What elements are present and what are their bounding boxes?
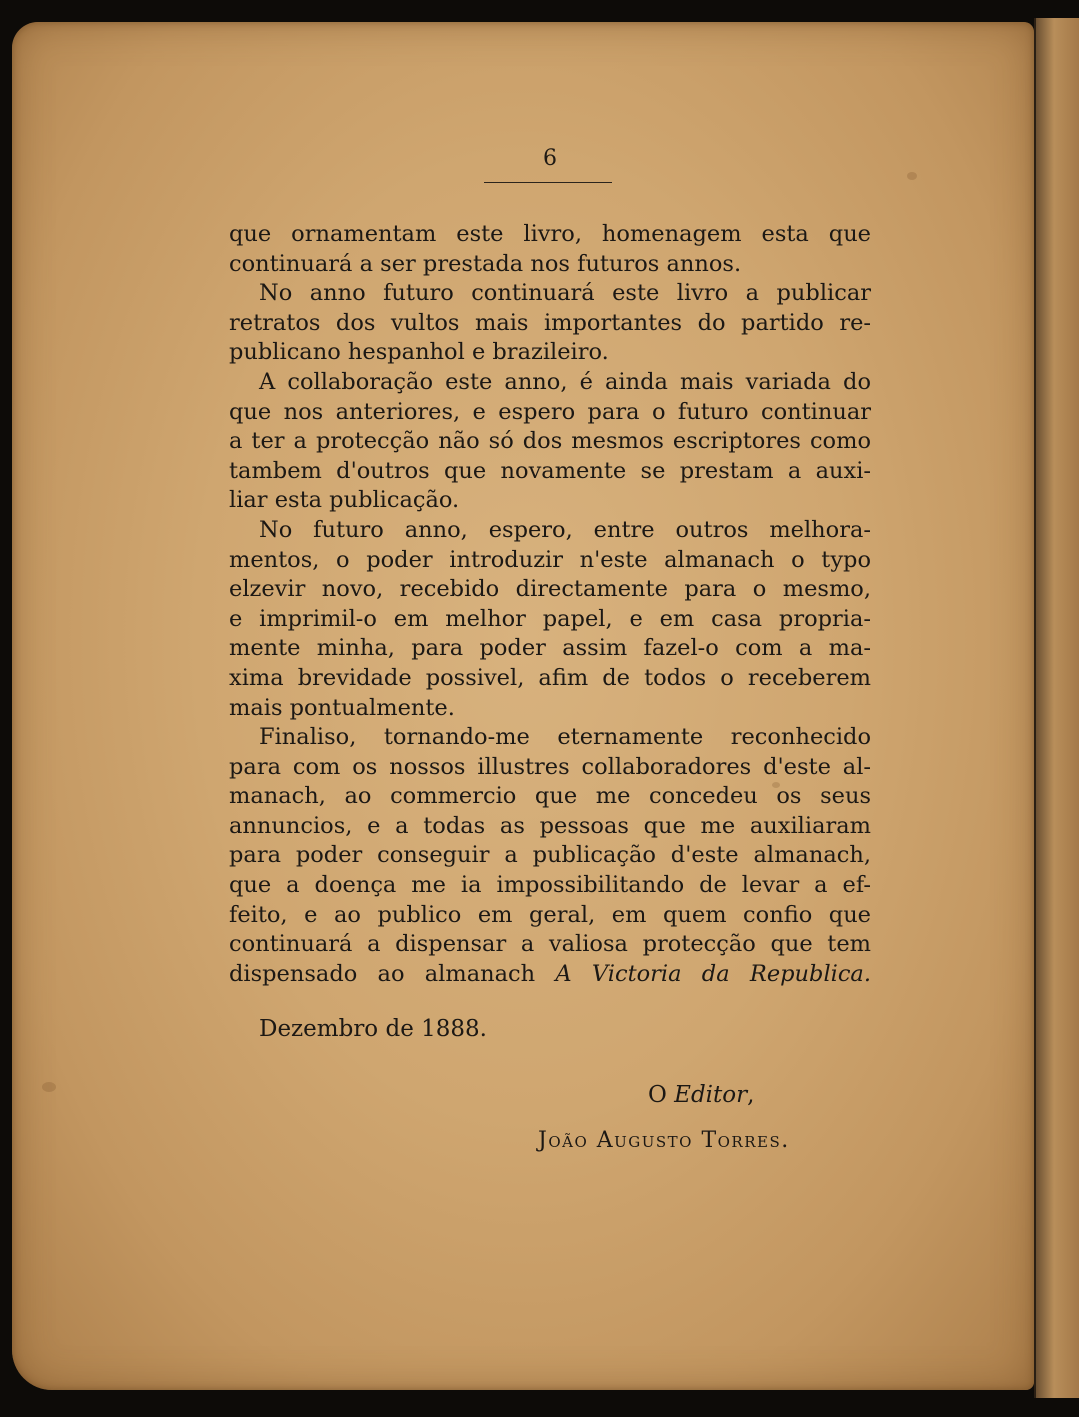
editor-suffix: , (747, 1082, 755, 1108)
text-line: elzevir novo, recebido directamente para o mesmo, (229, 576, 871, 603)
paper-stain (907, 172, 917, 180)
text-line: xima brevidade possivel, afim de todos o receberem (229, 664, 871, 691)
text-line-final (229, 960, 871, 990)
editor-word: Editor (674, 1082, 748, 1108)
text-line: que a doença me ia impossibilitando de levar a ef- (229, 872, 871, 899)
page-number: 6 (543, 146, 557, 171)
text-line: que ornamentam este livro, homenagem esta que (229, 221, 871, 247)
text-line: mentos, o poder introduzir n'este almanach o typo (229, 546, 871, 573)
body-text (229, 220, 871, 989)
text-line: mente minha, para poder assim fazel-o com a ma- (229, 635, 871, 662)
text-line: No futuro anno, espero, entre outros melhora- (259, 516, 871, 543)
text-line: publicano hespanhol e brazileiro. (229, 339, 609, 366)
text-line: retratos dos vultos mais importantes do partido re- (229, 309, 871, 336)
final-line-text: dispensado ao almanach (229, 960, 556, 987)
text-line: feito, e ao publico em geral, em quem confio que (229, 901, 871, 928)
closing-date: Dezembro de 1888. (259, 1016, 487, 1042)
text-line: que nos anteriores, e espero para o futuro continuar (229, 398, 871, 425)
text-line: continuará a dispensar a valiosa protecção que tem (229, 931, 871, 958)
editor-signature: João Augusto Torres. (538, 1128, 790, 1153)
paper-stain (42, 1082, 56, 1092)
text-line: mais pontualmente. (229, 694, 455, 721)
text-line: tambem d'outros que novamente se prestam a auxi- (229, 457, 871, 484)
header-rule (484, 182, 612, 183)
text-line: A collaboração este anno, é ainda mais variada do (259, 368, 871, 395)
text-line: manach, ao commercio que me concedeu os seus (229, 783, 871, 810)
almanac-title: A Victoria da Republica. (555, 960, 871, 987)
text-line: continuará a ser prestada nos futuros annos. (229, 250, 742, 277)
editor-label (648, 1082, 754, 1108)
text-line: No anno futuro continuará este livro a publicar (259, 280, 871, 307)
text-line: para com os nossos illustres collaboradores d'este al- (229, 753, 871, 780)
text-line: para poder conseguir a publicação d'este almanach, (229, 842, 871, 869)
text-line: a ter a protecção não só dos mesmos escriptores como (229, 428, 871, 455)
facing-page-edge (1034, 18, 1079, 1398)
text-line: annuncios, e a todas as pessoas que me auxiliaram (229, 812, 871, 839)
text-line: Finaliso, tornando-me eternamente reconhecido (259, 724, 871, 751)
text-line: e imprimil-o em melhor papel, e em casa propria- (229, 605, 871, 632)
editor-prefix: O (648, 1082, 675, 1108)
text-line: liar esta publicação. (229, 487, 460, 514)
